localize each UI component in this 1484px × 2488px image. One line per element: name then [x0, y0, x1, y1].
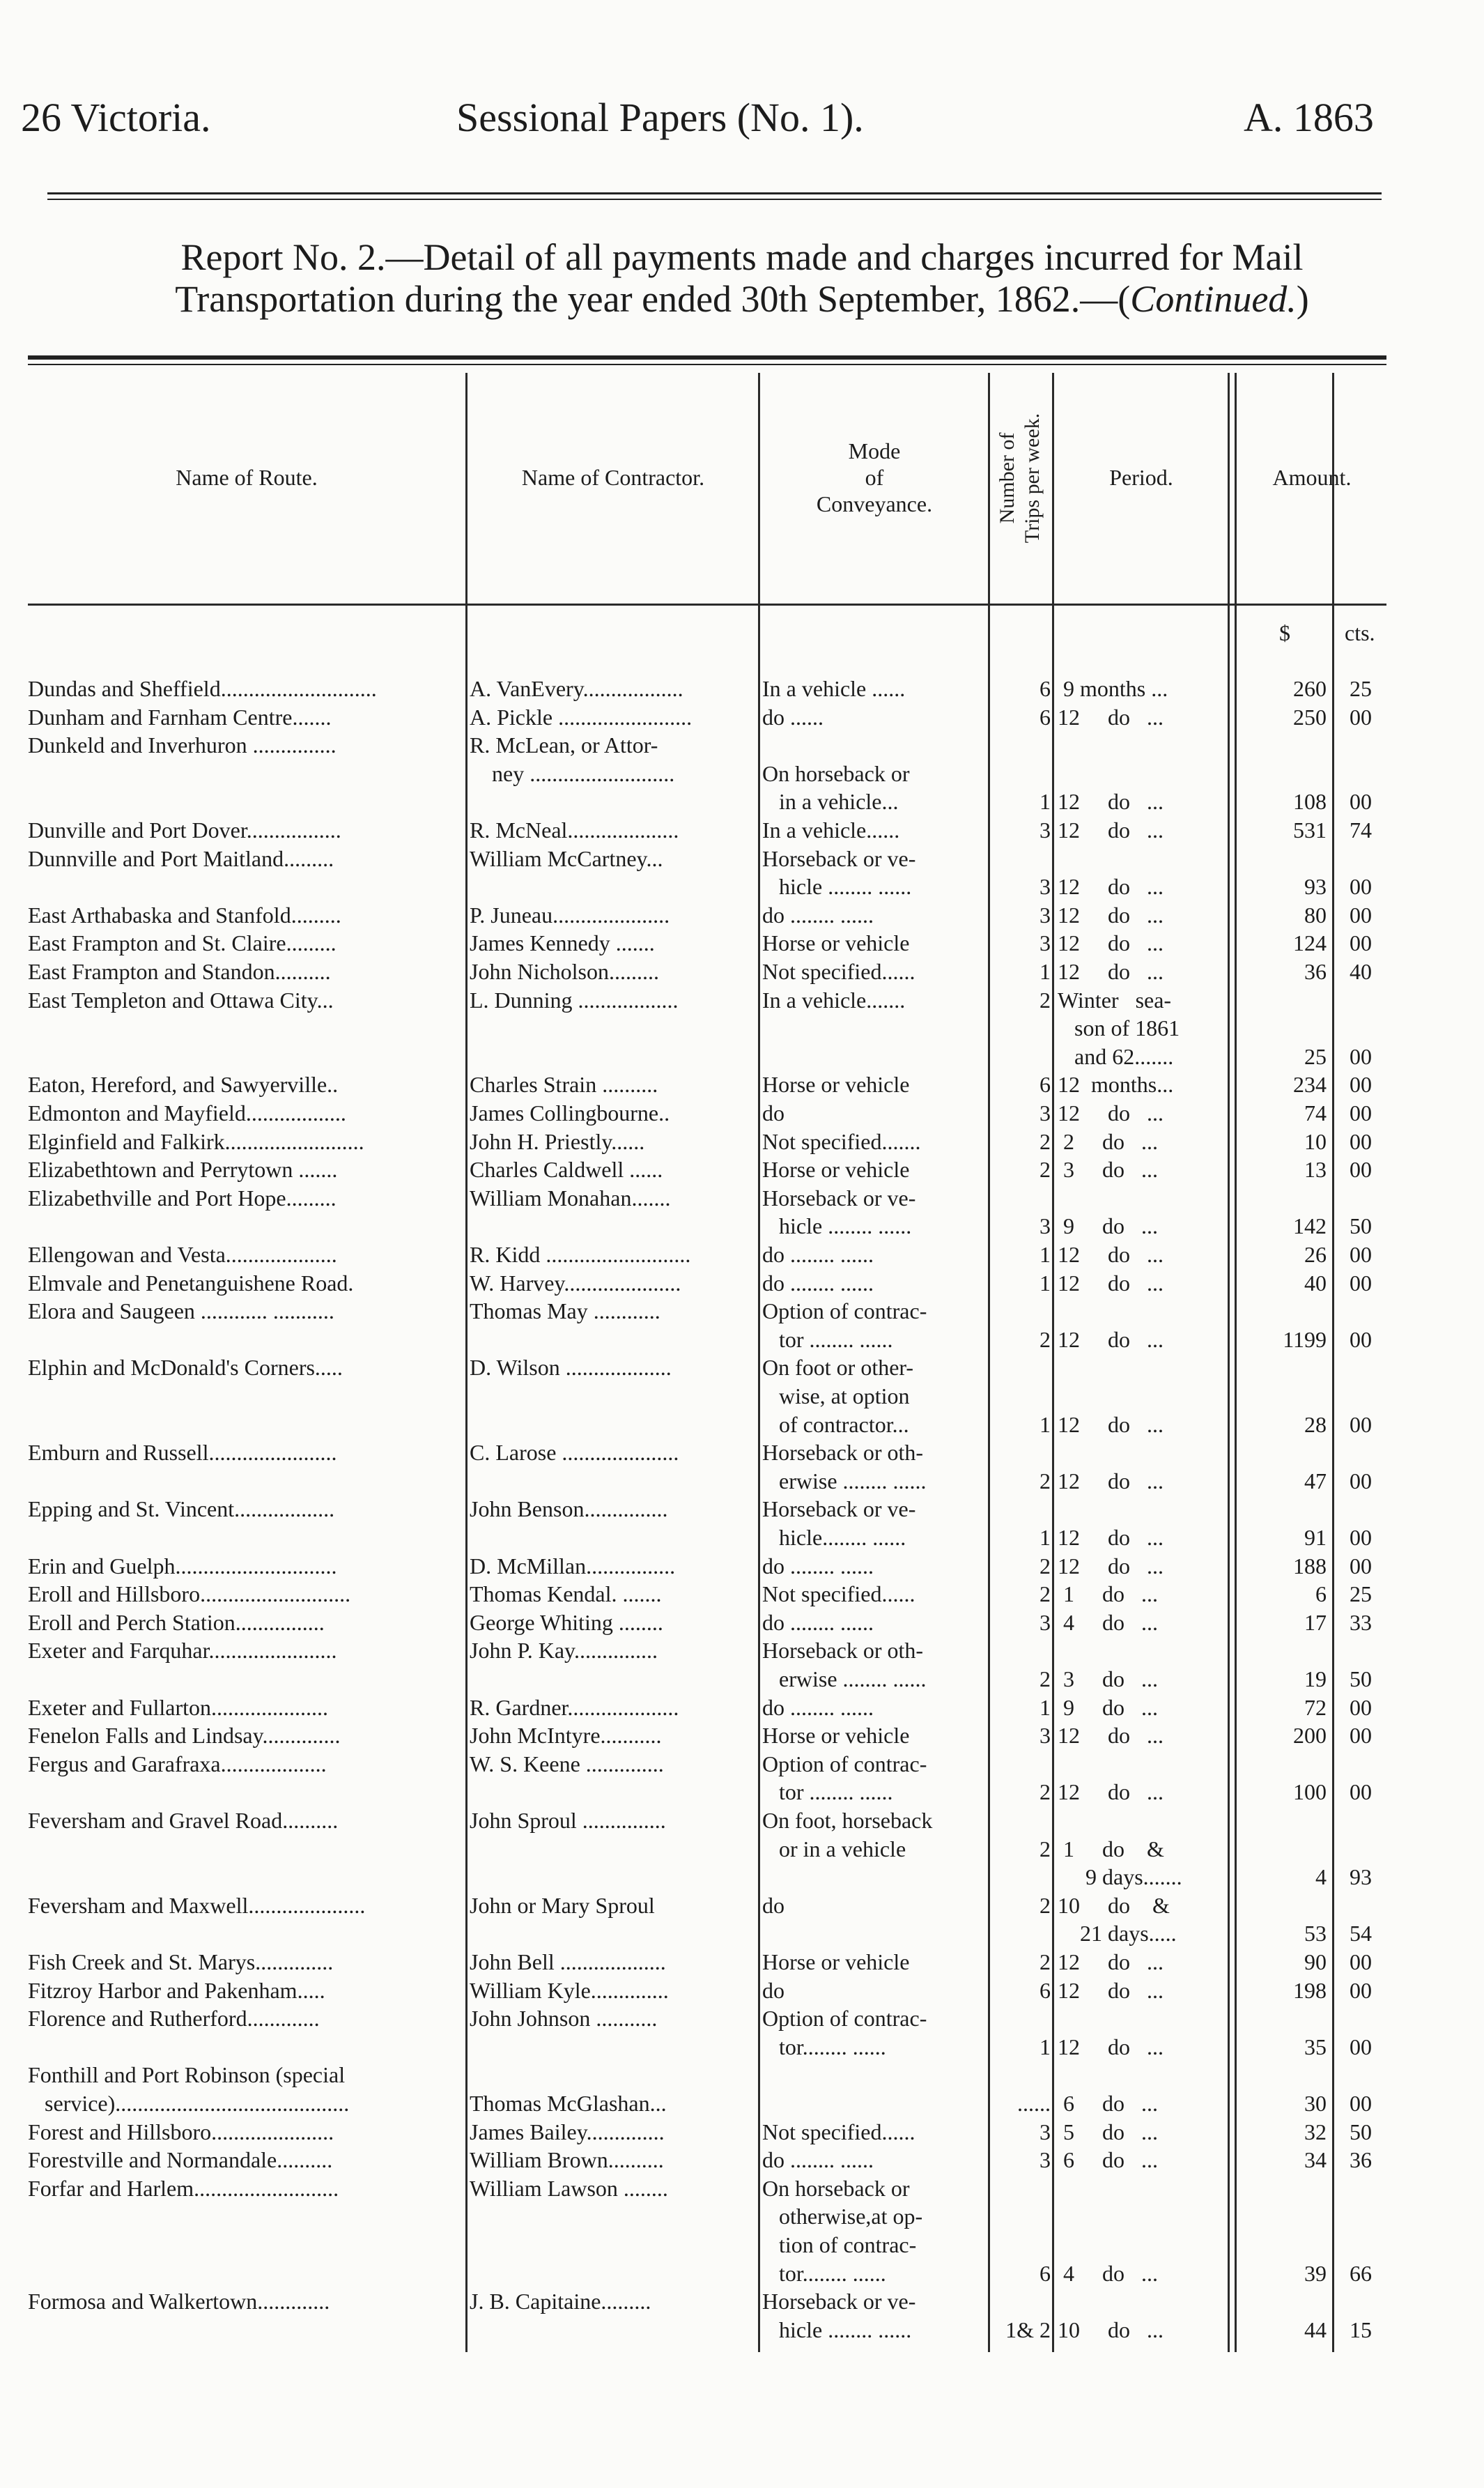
amount-cents: 00 [1350, 1128, 1372, 1154]
amount-cents: 00 [1350, 2091, 1372, 2116]
period: 12 do ... [1058, 1270, 1164, 1296]
column-header-mode-line1: Mode [848, 438, 901, 463]
contractor-name: John Nicholson......... [470, 959, 659, 984]
amount-dollars: 234 [1293, 1072, 1327, 1098]
column-header-trips-line2: Trips per week. [1021, 413, 1044, 544]
trips-per-week: 1& 2 [1005, 2317, 1051, 2342]
amount-cents: 00 [1350, 1100, 1372, 1126]
trips-per-week: 2 [1039, 1128, 1051, 1154]
amount-cents: 00 [1350, 1949, 1372, 1974]
trips-per-week: 3 [1039, 2147, 1051, 2173]
route-name: Dunkeld and Inverhuron ............... [28, 732, 337, 758]
contractor-name: James Kennedy ....... [470, 930, 655, 956]
trips-per-week: 3 [1039, 1100, 1051, 1126]
period: 12 do ... [1058, 1949, 1164, 1974]
amount-cents: 00 [1350, 902, 1372, 928]
route-name: Eroll and Hillsboro........................... [28, 1581, 351, 1607]
route-name: Eroll and Perch Station................ [28, 1609, 325, 1635]
contractor-name: L. Dunning .................. [470, 987, 679, 1013]
trips-per-week: 2 [1039, 1836, 1051, 1861]
route-name: Elizabethtown and Perrytown ....... [28, 1157, 338, 1183]
amount-dollars: 91 [1304, 1525, 1327, 1550]
amount-dollars: 250 [1293, 704, 1327, 730]
amount-dollars: 19 [1304, 1666, 1327, 1691]
conveyance-mode: In a vehicle...... [762, 817, 900, 843]
column-header-amount: Amount. [1272, 465, 1352, 490]
trips-per-week: 1 [1039, 2034, 1051, 2059]
route-name: Fergus and Garafraxa................... [28, 1751, 327, 1776]
period: 12 do ... [1058, 1723, 1164, 1749]
conveyance-mode: do [762, 1100, 784, 1126]
amount-cents: 00 [1350, 930, 1372, 956]
route-name: Dunnville and Port Maitland......... [28, 845, 334, 871]
route-name: Dunham and Farnham Centre....... [28, 704, 332, 730]
period: 10 do ... [1058, 2317, 1164, 2342]
amount-dollars: 40 [1304, 1270, 1327, 1296]
trips-per-week: 3 [1039, 1213, 1051, 1239]
route-name: Fitzroy Harbor and Pakenham..... [28, 1977, 325, 2003]
column-header-cents: cts. [1345, 620, 1375, 645]
amount-cents: 74 [1350, 817, 1372, 843]
contractor-name: James Bailey.............. [470, 2119, 665, 2144]
period: 2 do ... [1058, 1128, 1158, 1154]
route-name: Dundas and Sheffield............................ [28, 676, 377, 701]
route-name: Edmonton and Mayfield.................. [28, 1100, 346, 1126]
trips-per-week: 6 [1039, 2260, 1051, 2286]
contractor-name: R. McNeal.................... [470, 817, 679, 843]
route-name: Florence and Rutherford............. [28, 2006, 320, 2032]
period: 12 do ... [1058, 930, 1164, 956]
conveyance-mode: Not specified....... [762, 1128, 921, 1154]
period: 12 do ... [1058, 1100, 1164, 1126]
report-title-continued: Continued. [1130, 278, 1297, 320]
route-name: Formosa and Walkertown............. [28, 2289, 330, 2314]
conveyance-mode: In a vehicle....... [762, 987, 906, 1013]
conveyance-mode: Horseback or ve- [762, 1496, 916, 1522]
amount-cents: 00 [1350, 1043, 1372, 1069]
period: 12 do ... [1058, 1977, 1164, 2003]
amount-dollars: 17 [1304, 1609, 1327, 1635]
contractor-name: George Whiting ........ [470, 1609, 663, 1635]
amount-cents: 36 [1350, 2147, 1372, 2173]
amount-cents: 40 [1350, 959, 1372, 984]
route-name: Dunville and Port Dover................. [28, 817, 341, 843]
trips-per-week: 2 [1039, 1468, 1051, 1493]
contractor-name: W. Harvey..................... [470, 1270, 681, 1296]
period: 12 do ... [1058, 1326, 1164, 1352]
trips-per-week: 2 [1039, 1892, 1051, 1918]
route-name: Elmvale and Penetanguishene Road. [28, 1270, 354, 1296]
amount-dollars: 10 [1304, 1128, 1327, 1154]
amount-dollars: 198 [1293, 1977, 1327, 2003]
amount-dollars: 124 [1293, 930, 1327, 956]
route-name: East Frampton and St. Claire......... [28, 930, 337, 956]
contractor-name: Thomas Kendal. ....... [470, 1581, 662, 1607]
conveyance-mode: tor ........ ...... [762, 1326, 893, 1352]
route-name: Forfar and Harlem.......................... [28, 2175, 339, 2201]
amount-cents: 54 [1350, 1921, 1372, 1946]
conveyance-mode: On foot, horseback [762, 1808, 933, 1833]
column-header-contractor: Name of Contractor. [521, 465, 705, 490]
period: 12 do ... [1058, 902, 1164, 928]
contractor-name: William Lawson ........ [470, 2175, 668, 2201]
amount-dollars: 36 [1304, 959, 1327, 984]
amount-cents: 00 [1350, 1694, 1372, 1720]
trips-per-week: 3 [1039, 874, 1051, 900]
conveyance-mode: Horse or vehicle [762, 1723, 910, 1749]
amount-dollars: 35 [1304, 2034, 1327, 2059]
trips-per-week: 1 [1039, 1525, 1051, 1550]
route-name: Feversham and Maxwell..................... [28, 1892, 366, 1918]
period: 9 do ... [1058, 1694, 1158, 1720]
conveyance-mode: hicle ........ ...... [762, 1213, 912, 1239]
conveyance-mode: do ........ ...... [762, 1553, 874, 1579]
contractor-name: W. S. Keene .............. [470, 1751, 664, 1776]
amount-dollars: 32 [1304, 2119, 1327, 2144]
conveyance-mode: tor........ ...... [762, 2034, 886, 2059]
route-name: Erin and Guelph............................. [28, 1553, 337, 1579]
contractor-name: A. VanEvery.................. [470, 676, 683, 701]
amount-dollars: 188 [1293, 1553, 1327, 1579]
route-name: Fonthill and Port Robinson (special [28, 2062, 346, 2088]
contractor-name: P. Juneau..................... [470, 902, 670, 928]
trips-per-week: 3 [1039, 2119, 1051, 2144]
column-header-trips-line1: Number of [996, 432, 1019, 524]
amount-dollars: 1199 [1283, 1326, 1327, 1352]
amount-dollars: 39 [1304, 2260, 1327, 2286]
route-name: Exeter and Farquhar....................... [28, 1638, 337, 1664]
conveyance-mode: do [762, 1892, 784, 1918]
conveyance-mode: Horse or vehicle [762, 1157, 910, 1183]
column-header-mode-line3: Conveyance. [816, 491, 933, 516]
trips-per-week: 2 [1039, 1949, 1051, 1974]
period: 9 days....... [1058, 1864, 1182, 1890]
trips-per-week: 2 [1039, 987, 1051, 1013]
conveyance-mode: Horseback or oth- [762, 1440, 924, 1466]
conveyance-mode: tor........ ...... [762, 2260, 886, 2286]
conveyance-mode: hicle........ ...... [762, 1525, 906, 1550]
trips-per-week: 2 [1039, 1553, 1051, 1579]
period: 12 do ... [1058, 789, 1164, 815]
period: 12 do ... [1058, 874, 1164, 900]
route-name: Fish Creek and St. Marys.............. [28, 1949, 334, 1974]
period: 12 do ... [1058, 1242, 1164, 1267]
period: 4 do ... [1058, 1609, 1158, 1635]
header-year: A. 1863 [1244, 95, 1374, 140]
report-title-close: ) [1296, 278, 1309, 320]
route-name: East Frampton and Standon.......... [28, 959, 331, 984]
conveyance-mode: On horseback or [762, 760, 910, 786]
period: 10 do & [1058, 1892, 1170, 1918]
contractor-name: William Brown.......... [470, 2147, 664, 2173]
period: 12 months... [1058, 1072, 1174, 1098]
amount-cents: 00 [1350, 1270, 1372, 1296]
amount-dollars: 13 [1304, 1157, 1327, 1183]
period: 3 do ... [1058, 1666, 1158, 1691]
period: Winter sea- [1058, 987, 1172, 1013]
route-name: Emburn and Russell....................... [28, 1440, 337, 1466]
contractor-name: J. B. Capitaine......... [470, 2289, 651, 2314]
amount-dollars: 80 [1304, 902, 1327, 928]
amount-cents: 50 [1350, 2119, 1372, 2144]
conveyance-mode: tion of contrac- [762, 2232, 917, 2257]
amount-cents: 93 [1350, 1864, 1372, 1890]
amount-dollars: 90 [1304, 1949, 1327, 1974]
conveyance-mode: On foot or other- [762, 1355, 914, 1381]
conveyance-mode: Not specified...... [762, 1581, 915, 1607]
contractor-name: Thomas McGlashan... [470, 2091, 667, 2116]
amount-cents: 25 [1350, 1581, 1372, 1607]
amount-cents: 00 [1350, 1468, 1372, 1493]
period: 12 do ... [1058, 959, 1164, 984]
period: 12 do ... [1058, 2034, 1164, 2059]
contractor-name: A. Pickle ........................ [470, 704, 693, 730]
contractor-name: John Johnson ........... [470, 2006, 658, 2032]
period: 12 do ... [1058, 817, 1164, 843]
amount-cents: 00 [1350, 1072, 1372, 1098]
conveyance-mode: Option of contrac- [762, 2006, 927, 2032]
route-name: East Templeton and Ottawa City... [28, 987, 334, 1013]
period: 12 do ... [1058, 1411, 1164, 1437]
contractor-name: James Collingbourne.. [470, 1100, 670, 1126]
conveyance-mode: Horse or vehicle [762, 1949, 910, 1974]
conveyance-mode: or in a vehicle [762, 1836, 906, 1861]
conveyance-mode: Horse or vehicle [762, 930, 910, 956]
conveyance-mode: Horseback or ve- [762, 845, 916, 871]
amount-dollars: 26 [1304, 1242, 1327, 1267]
amount-cents: 00 [1350, 704, 1372, 730]
contractor-name: John McIntyre........... [470, 1723, 662, 1749]
amount-dollars: 93 [1304, 874, 1327, 900]
conveyance-mode: do ........ ...... [762, 1242, 874, 1267]
contractor-name: Thomas May ............ [470, 1298, 660, 1324]
amount-cents: 00 [1350, 874, 1372, 900]
conveyance-mode: erwise ........ ...... [762, 1468, 927, 1493]
trips-per-week: 3 [1039, 1723, 1051, 1749]
contractor-name: John H. Priestly...... [470, 1128, 645, 1154]
route-name: East Arthabaska and Stanfold......... [28, 902, 341, 928]
conveyance-mode: wise, at option [762, 1383, 910, 1408]
conveyance-mode: do ...... [762, 704, 824, 730]
period: 5 do ... [1058, 2119, 1158, 2144]
trips-per-week: 6 [1039, 1977, 1051, 2003]
period: 6 do ... [1058, 2091, 1158, 2116]
conveyance-mode: do ........ ...... [762, 1609, 874, 1635]
conveyance-mode: of contractor... [762, 1411, 909, 1437]
contractor-name: William Monahan....... [470, 1185, 671, 1211]
route-name: Forestville and Normandale.......... [28, 2147, 333, 2173]
conveyance-mode: hicle ........ ...... [762, 2317, 912, 2342]
trips-per-week: 2 [1039, 1581, 1051, 1607]
amount-dollars: 142 [1293, 1213, 1327, 1239]
amount-dollars: 260 [1293, 676, 1327, 701]
amount-cents: 00 [1350, 1779, 1372, 1805]
column-header-route: Name of Route. [176, 465, 318, 490]
route-name: Forest and Hillsboro...................... [28, 2119, 334, 2144]
amount-cents: 00 [1350, 1411, 1372, 1437]
conveyance-mode: Not specified...... [762, 2119, 915, 2144]
amount-dollars: 74 [1304, 1100, 1327, 1126]
trips-per-week: 2 [1039, 1326, 1051, 1352]
trips-per-week: 3 [1039, 817, 1051, 843]
contractor-name: Charles Caldwell ...... [470, 1157, 663, 1183]
route-name: Elizabethville and Port Hope......... [28, 1185, 337, 1211]
contractor-name: ney .......................... [470, 760, 675, 786]
column-header-mode-line2: of [865, 465, 884, 490]
contractor-name: R. Kidd .......................... [470, 1242, 691, 1267]
amount-dollars: 200 [1293, 1723, 1327, 1749]
contractor-name: John Benson............... [470, 1496, 668, 1522]
period: 12 do ... [1058, 1525, 1164, 1550]
trips-per-week: 3 [1039, 902, 1051, 928]
conveyance-mode: erwise ........ ...... [762, 1666, 927, 1691]
amount-cents: 00 [1350, 1723, 1372, 1749]
amount-dollars: 108 [1293, 789, 1327, 815]
route-name: Elora and Saugeen ............ ........... [28, 1298, 334, 1324]
conveyance-mode: do [762, 1977, 784, 2003]
conveyance-mode: Option of contrac- [762, 1751, 927, 1776]
period: 12 do ... [1058, 1553, 1164, 1579]
header-sessional-papers: Sessional Papers (No. 1). [456, 95, 864, 140]
route-name: Eaton, Hereford, and Sawyerville.. [28, 1072, 339, 1098]
contractor-name: R. McLean, or Attor- [470, 732, 658, 758]
trips-per-week: 1 [1039, 1242, 1051, 1267]
amount-dollars: 100 [1293, 1779, 1327, 1805]
amount-cents: 00 [1350, 1553, 1372, 1579]
conveyance-mode: do ........ ...... [762, 902, 874, 928]
trips-per-week: 6 [1039, 704, 1051, 730]
conveyance-mode: Horseback or ve- [762, 2289, 916, 2314]
period: 12 do ... [1058, 704, 1164, 730]
conveyance-mode: in a vehicle... [762, 789, 899, 815]
contractor-name: John P. Kay............... [470, 1638, 658, 1664]
contractor-name: William Kyle.............. [470, 1977, 669, 2003]
trips-per-week: 2 [1039, 1666, 1051, 1691]
route-name: Exeter and Fullarton..................... [28, 1694, 329, 1720]
report-title-text: Transportation during the year ended 30th September, 1862.—( [175, 278, 1131, 320]
conveyance-mode: Not specified...... [762, 959, 915, 984]
amount-dollars: 25 [1304, 1043, 1327, 1069]
amount-cents: 00 [1350, 1525, 1372, 1550]
trips-per-week: 1 [1039, 1270, 1051, 1296]
amount-dollars: 6 [1315, 1581, 1327, 1607]
contractor-name: John or Mary Sproul [470, 1892, 655, 1918]
conveyance-mode: Horseback or ve- [762, 1185, 916, 1211]
period: 1 do & [1058, 1836, 1164, 1861]
period: 12 do ... [1058, 1468, 1164, 1493]
column-header-period: Period. [1109, 465, 1173, 490]
column-header-dollars: $ [1279, 620, 1290, 645]
period: 1 do ... [1058, 1581, 1158, 1607]
period: 4 do ... [1058, 2260, 1158, 2286]
period: 9 do ... [1058, 1213, 1158, 1239]
conveyance-mode: hicle ........ ...... [762, 874, 912, 900]
conveyance-mode: do ........ ...... [762, 1694, 874, 1720]
contractor-name: Charles Strain .......... [470, 1072, 658, 1098]
contractor-name: William McCartney... [470, 845, 663, 871]
contractor-name: R. Gardner.................... [470, 1694, 679, 1720]
contractor-name: C. Larose ..................... [470, 1440, 679, 1466]
amount-cents: 66 [1350, 2260, 1372, 2286]
conveyance-mode: Horseback or oth- [762, 1638, 924, 1664]
amount-cents: 33 [1350, 1609, 1372, 1635]
trips-per-week: 6 [1039, 676, 1051, 701]
contractor-name: D. McMillan................ [470, 1553, 676, 1579]
route-name: Epping and St. Vincent.................. [28, 1496, 335, 1522]
conveyance-mode: Horse or vehicle [762, 1072, 910, 1098]
conveyance-mode: do ........ ...... [762, 2147, 874, 2173]
amount-dollars: 34 [1304, 2147, 1327, 2173]
trips-per-week: 1 [1039, 1411, 1051, 1437]
contractor-name: D. Wilson ................... [470, 1355, 672, 1381]
period: 12 do ... [1058, 1779, 1164, 1805]
conveyance-mode: In a vehicle ...... [762, 676, 906, 701]
period: 9 months ... [1058, 676, 1168, 701]
amount-cents: 00 [1350, 1977, 1372, 2003]
route-name: service).......................................... [28, 2091, 350, 2116]
contractor-name: John Sproul ............... [470, 1808, 666, 1833]
trips-per-week: ...... [1017, 2091, 1051, 2116]
amount-dollars: 30 [1304, 2091, 1327, 2116]
conveyance-mode: Option of contrac- [762, 1298, 927, 1324]
amount-cents: 00 [1350, 1242, 1372, 1267]
route-name: Feversham and Gravel Road.......... [28, 1808, 339, 1833]
period: 21 days..... [1058, 1921, 1177, 1946]
conveyance-mode: tor ........ ...... [762, 1779, 893, 1805]
route-name: Elphin and McDonald's Corners..... [28, 1355, 343, 1381]
conveyance-mode: On horseback or [762, 2175, 910, 2201]
amount-cents: 00 [1350, 1157, 1372, 1183]
trips-per-week: 2 [1039, 1779, 1051, 1805]
period: and 62....... [1058, 1043, 1174, 1069]
route-name: Fenelon Falls and Lindsay.............. [28, 1723, 341, 1749]
amount-dollars: 531 [1293, 817, 1327, 843]
route-name: Ellengowan and Vesta.................... [28, 1242, 337, 1267]
contractor-name: John Bell ................... [470, 1949, 666, 1974]
amount-cents: 25 [1350, 676, 1372, 701]
period: 6 do ... [1058, 2147, 1158, 2173]
conveyance-mode: otherwise,at op- [762, 2204, 923, 2229]
amount-dollars: 53 [1304, 1921, 1327, 1946]
conveyance-mode: do ........ ...... [762, 1270, 874, 1296]
amount-dollars: 47 [1304, 1468, 1327, 1493]
trips-per-week: 6 [1039, 1072, 1051, 1098]
amount-cents: 50 [1350, 1213, 1372, 1239]
amount-cents: 00 [1350, 1326, 1372, 1352]
period: 3 do ... [1058, 1157, 1158, 1183]
trips-per-week: 1 [1039, 959, 1051, 984]
period: son of 1861 [1058, 1015, 1180, 1041]
amount-dollars: 72 [1304, 1694, 1327, 1720]
amount-cents: 00 [1350, 789, 1372, 815]
amount-cents: 50 [1350, 1666, 1372, 1691]
route-name: Elginfield and Falkirk......................... [28, 1128, 364, 1154]
amount-cents: 15 [1350, 2317, 1372, 2342]
trips-per-week: 3 [1039, 1609, 1051, 1635]
report-title-line1: Report No. 2.—Detail of all payments made and charges incurred for Mail [180, 236, 1304, 278]
amount-cents: 00 [1350, 2034, 1372, 2059]
amount-dollars: 44 [1304, 2317, 1327, 2342]
trips-per-week: 1 [1039, 1694, 1051, 1720]
trips-per-week: 2 [1039, 1157, 1051, 1183]
trips-per-week: 3 [1039, 930, 1051, 956]
header-volume: 26 Victoria. [21, 95, 211, 140]
trips-per-week: 1 [1039, 789, 1051, 815]
amount-dollars: 4 [1315, 1864, 1327, 1890]
amount-dollars: 28 [1304, 1411, 1327, 1437]
